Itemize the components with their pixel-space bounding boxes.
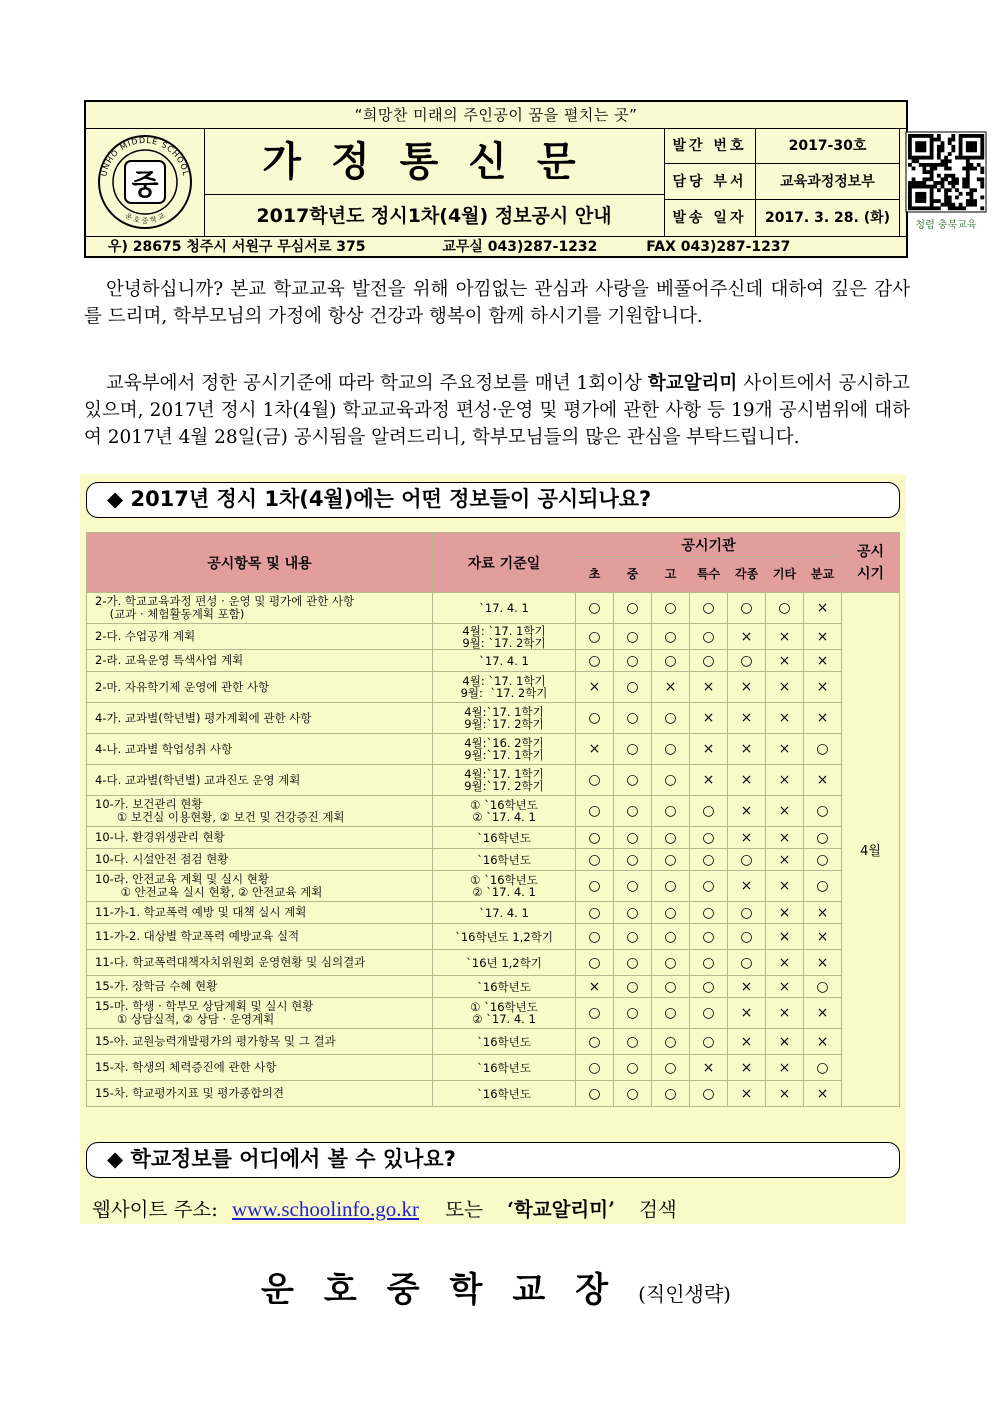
row-mark: ×	[728, 703, 766, 734]
row-mark: ○	[576, 796, 614, 827]
row-mark: ○	[652, 998, 690, 1029]
row-mark: ×	[804, 672, 842, 703]
table-row	[87, 849, 900, 871]
row-mark: ×	[766, 849, 804, 871]
row-mark: ○	[804, 734, 842, 765]
row-item: 15-마. 학생 · 학부모 상담계획 및 실시 현황 ① 상담실적, ② 상담 · 운영계획	[87, 998, 433, 1029]
row-mark: ×	[728, 624, 766, 650]
logo-ring-text: UNHO MIDDLE SCHOOL	[99, 135, 191, 178]
row-mark: ×	[728, 672, 766, 703]
row-mark: ×	[804, 703, 842, 734]
row-mark: ○	[690, 849, 728, 871]
header-agency: 공시기관	[576, 533, 842, 557]
row-mark: ×	[576, 672, 614, 703]
row-mark: ×	[804, 998, 842, 1029]
row-mark: ○	[690, 796, 728, 827]
table-row	[87, 624, 900, 650]
send-date-label: 발송 일자	[664, 200, 756, 236]
row-mark: ○	[576, 950, 614, 976]
row-mark: ○	[576, 998, 614, 1029]
row-mark: ×	[766, 950, 804, 976]
row-mark: ○	[614, 871, 652, 902]
row-mark: ×	[728, 765, 766, 796]
notice-paragraph	[84, 370, 910, 451]
row-mark: ○	[652, 703, 690, 734]
row-mark: ○	[728, 902, 766, 924]
row-mark: ○	[652, 976, 690, 998]
row-date: 4월:`16. 2학기 9월:`17. 1학기	[433, 734, 576, 765]
qr-caption: 청렴 충북교육	[915, 220, 977, 231]
logo-center-char: 중	[131, 168, 159, 201]
row-mark: ○	[576, 1029, 614, 1055]
row-mark: ○	[652, 1029, 690, 1055]
row-mark: ○	[728, 650, 766, 672]
row-item: 2-마. 자유학기제 운영에 관한 사항	[87, 672, 433, 703]
row-mark: ×	[766, 924, 804, 950]
row-mark: ○	[614, 765, 652, 796]
row-mark: ○	[614, 976, 652, 998]
table-row	[87, 765, 900, 796]
row-mark: ○	[728, 924, 766, 950]
row-mark: ×	[766, 734, 804, 765]
issue-number-value: 2017-30호	[756, 128, 900, 164]
row-mark: ○	[652, 734, 690, 765]
row-date: ① `16학년도 ② `17. 4. 1	[433, 796, 576, 827]
department-label: 담당 부서	[664, 164, 756, 200]
row-mark: ○	[690, 624, 728, 650]
row-mark: ○	[652, 827, 690, 849]
row-mark: ○	[576, 902, 614, 924]
row-mark: ○	[614, 849, 652, 871]
row-mark: ×	[766, 765, 804, 796]
row-mark: ○	[652, 902, 690, 924]
row-date: `16학년도	[433, 1081, 576, 1107]
row-mark: ×	[728, 976, 766, 998]
notice-text-before: 교육부에서 정한 공시기준에 따라 학교의 주요정보를 매년 1회이상	[106, 373, 648, 394]
row-mark: ○	[652, 849, 690, 871]
row-mark: ○	[652, 950, 690, 976]
header-period-text: 공시시기	[856, 543, 885, 582]
section-heading-disclosure-items: ◆ 2017년 정시 1차(4월)에는 어떤 정보들이 공시되나요?	[86, 482, 900, 518]
row-mark: ×	[766, 650, 804, 672]
row-mark: ○	[690, 650, 728, 672]
table-row	[87, 1055, 900, 1081]
row-mark: ○	[804, 827, 842, 849]
row-mark: ×	[728, 1055, 766, 1081]
row-mark: ×	[766, 871, 804, 902]
row-mark: ○	[690, 924, 728, 950]
row-mark: ○	[652, 796, 690, 827]
row-mark: ×	[766, 902, 804, 924]
table-row	[87, 976, 900, 998]
row-item: 2-가. 학교교육과정 편성 · 운영 및 평가에 관한 사항 (교과 · 체험활동계획 포함)	[87, 593, 433, 624]
row-mark: ○	[576, 1055, 614, 1081]
row-mark: ○	[766, 593, 804, 624]
row-mark: ○	[614, 650, 652, 672]
header-item: 공시항목 및 내용	[87, 533, 433, 593]
row-mark: ×	[652, 672, 690, 703]
row-date: `16학년도	[433, 1029, 576, 1055]
row-mark: ○	[614, 998, 652, 1029]
table-row	[87, 1029, 900, 1055]
row-mark: ○	[652, 624, 690, 650]
title-block	[204, 128, 665, 236]
row-mark: ×	[804, 1029, 842, 1055]
row-mark: ×	[690, 672, 728, 703]
table-row	[87, 924, 900, 950]
row-mark: ○	[614, 950, 652, 976]
table-row	[87, 1081, 900, 1107]
website-line	[92, 1194, 892, 1225]
row-mark: ○	[652, 1055, 690, 1081]
row-item: 10-가. 보건관리 현황 ① 보건실 이용현황, ② 보건 및 건강증진 계획	[87, 796, 433, 827]
school-emblem-icon	[86, 128, 204, 236]
row-mark: ○	[614, 1081, 652, 1107]
page-title: 가정통신문	[262, 138, 606, 185]
row-mark: ×	[804, 950, 842, 976]
row-mark: ○	[576, 650, 614, 672]
row-mark: ×	[804, 924, 842, 950]
row-mark: ○	[690, 593, 728, 624]
row-date: 4월:`17. 1학기 9월:`17. 2학기	[433, 765, 576, 796]
header-agency-col: 고	[652, 557, 690, 593]
row-item: 11-다. 학교폭력대책자치위원회 운영현황 및 심의결과	[87, 950, 433, 976]
row-mark: ○	[614, 703, 652, 734]
row-date: 4월: `17. 1학기 9월: `17. 2학기	[433, 672, 576, 703]
row-mark: ×	[728, 998, 766, 1029]
row-item: 10-다. 시설안전 점검 현황	[87, 849, 433, 871]
row-mark: ×	[766, 998, 804, 1029]
row-mark: ○	[614, 734, 652, 765]
row-mark: ○	[690, 976, 728, 998]
row-mark: ○	[690, 998, 728, 1029]
row-mark: ○	[690, 902, 728, 924]
header-agency-col: 분교	[804, 557, 842, 593]
table-row	[87, 871, 900, 902]
search-keyword: ‘학교알리미’	[507, 1198, 615, 1221]
row-mark: ○	[804, 796, 842, 827]
row-date: `17. 4. 1	[433, 902, 576, 924]
notice-text-bold: 학교알리미	[647, 373, 738, 394]
row-date: 4월:`17. 1학기 9월:`17. 2학기	[433, 703, 576, 734]
row-mark: ○	[804, 976, 842, 998]
row-item: 2-다. 수업공개 계획	[87, 624, 433, 650]
row-mark: ○	[728, 593, 766, 624]
row-mark: ○	[690, 871, 728, 902]
row-mark: ○	[576, 765, 614, 796]
row-date: 4월: `17. 1학기 9월: `17. 2학기	[433, 624, 576, 650]
row-mark: ○	[652, 871, 690, 902]
row-mark: ×	[690, 1055, 728, 1081]
row-mark: ×	[804, 902, 842, 924]
table-row	[87, 796, 900, 827]
table-row	[87, 998, 900, 1029]
row-mark: ○	[576, 1081, 614, 1107]
header-period	[842, 533, 900, 593]
row-date: ① `16학년도 ② `17. 4. 1	[433, 998, 576, 1029]
row-mark: ○	[576, 871, 614, 902]
row-mark: ×	[804, 1081, 842, 1107]
search-text: 검색	[639, 1198, 677, 1221]
row-item: 11-가-1. 학교폭력 예방 및 대책 실시 계획	[87, 902, 433, 924]
row-date: `16학년도 1,2학기	[433, 924, 576, 950]
row-mark: ○	[690, 1029, 728, 1055]
row-mark: ○	[576, 849, 614, 871]
row-date: ① `16학년도 ② `17. 4. 1	[433, 871, 576, 902]
row-mark: ×	[728, 1029, 766, 1055]
notice-text-after: 사이트에서 공시하고 있으며, 2017년 정시 1차(4월) 학교교육과정 편성·운영 및 평가에 관한 사항 등 19개 공시범위에 대하여 2017년 4월 28일(금) 공시됨을 알려드리니, 학부모님들의 많은 관심을 부탁드립니다.	[84, 373, 910, 448]
website-link[interactable]: www.schoolinfo.go.kr	[232, 1197, 420, 1221]
row-mark: ×	[766, 1055, 804, 1081]
row-date: `17. 4. 1	[433, 593, 576, 624]
row-mark: ○	[614, 593, 652, 624]
page-subtitle: 2017학년도 정시1차(4월) 정보공시 안내	[204, 194, 664, 237]
row-item: 4-나. 교과별 학업성취 사항	[87, 734, 433, 765]
row-item: 15-아. 교원능력개발평가의 평가항목 및 그 결과	[87, 1029, 433, 1055]
row-date: `16학년도	[433, 827, 576, 849]
row-mark: ○	[576, 593, 614, 624]
qr-code-icon	[900, 128, 992, 236]
row-mark: ×	[728, 734, 766, 765]
row-mark: ×	[690, 734, 728, 765]
row-mark: ○	[690, 1081, 728, 1107]
row-mark: ×	[576, 734, 614, 765]
row-mark: ○	[614, 624, 652, 650]
row-mark: ○	[614, 1029, 652, 1055]
or-text: 또는	[445, 1198, 483, 1221]
header-date: 자료 기준일	[433, 533, 576, 593]
row-item: 10-나. 환경위생관리 현황	[87, 827, 433, 849]
row-mark: ×	[728, 827, 766, 849]
office-phone-text: 교무실 043)287-1232	[442, 239, 598, 255]
period-cell: 4월	[842, 593, 900, 1107]
row-date: `16학년도	[433, 849, 576, 871]
row-mark: ○	[576, 624, 614, 650]
row-mark: ○	[652, 924, 690, 950]
issue-number-label: 발간 번호	[664, 128, 756, 164]
row-mark: ○	[614, 796, 652, 827]
newsletter-header	[84, 100, 977, 258]
table-row	[87, 950, 900, 976]
table-row	[87, 902, 900, 924]
row-item: 2-라. 교육운영 특색사업 계획	[87, 650, 433, 672]
row-mark: ×	[766, 1081, 804, 1107]
principal-name: 운호중학교장	[261, 1270, 639, 1310]
row-mark: ○	[576, 827, 614, 849]
row-mark: ○	[652, 765, 690, 796]
row-mark: ×	[804, 765, 842, 796]
send-date-value: 2017. 3. 28. (화)	[756, 200, 900, 236]
row-mark: ×	[766, 976, 804, 998]
row-mark: ○	[576, 924, 614, 950]
row-item: 15-가. 장학금 수혜 현황	[87, 976, 433, 998]
row-mark: ○	[614, 902, 652, 924]
row-item: 10-라. 안전교육 계획 및 실시 현황 ① 안전교육 실시 현황, ② 안전교육 계획	[87, 871, 433, 902]
row-mark: ×	[728, 1081, 766, 1107]
row-mark: ×	[766, 1029, 804, 1055]
fax-text: FAX 043)287-1237	[646, 239, 791, 255]
row-mark: ×	[766, 624, 804, 650]
row-mark: ×	[690, 703, 728, 734]
row-mark: ○	[652, 593, 690, 624]
row-mark: ○	[728, 950, 766, 976]
row-item: 4-다. 교과별(학년별) 교과진도 운영 계획	[87, 765, 433, 796]
row-mark: ○	[728, 849, 766, 871]
header-agency-col: 기타	[766, 557, 804, 593]
table-row	[87, 827, 900, 849]
greeting-paragraph: 안녕하십니까? 본교 학교교육 발전을 위해 아낌없는 관심과 사랑을 베풀어주신데 대하여 깊은 감사를 드리며, 학부모님의 가정에 항상 건강과 행복이 함께 하시기를 기원합니다.	[84, 279, 910, 327]
website-label: 웹사이트 주소:	[92, 1198, 218, 1221]
row-mark: ×	[804, 624, 842, 650]
row-mark: ○	[614, 827, 652, 849]
table-row	[87, 650, 900, 672]
section-heading-where-to-view: ◆ 학교정보를 어디에서 볼 수 있나요?	[86, 1142, 900, 1178]
table-row	[87, 593, 900, 624]
school-logo	[86, 128, 205, 236]
row-item: 15-자. 학생의 체력증진에 관한 사항	[87, 1055, 433, 1081]
row-mark: ×	[766, 827, 804, 849]
header-agency-col: 중	[614, 557, 652, 593]
disclosure-table	[86, 532, 900, 1107]
row-mark: ×	[728, 871, 766, 902]
row-mark: ×	[804, 650, 842, 672]
row-mark: ×	[766, 703, 804, 734]
row-mark: ○	[652, 650, 690, 672]
qr-code[interactable]	[900, 128, 992, 236]
address-text: 우) 28675 청주시 서원구 무심서로 375	[108, 239, 366, 255]
row-date: `17. 4. 1	[433, 650, 576, 672]
row-item: 15-차. 학교평가지표 및 평가종합의견	[87, 1081, 433, 1107]
header-agency-col: 특수	[690, 557, 728, 593]
header-agency-col: 각종	[728, 557, 766, 593]
row-item: 4-가. 교과별(학년별) 평가계획에 관한 사항	[87, 703, 433, 734]
row-date: `16년 1,2학기	[433, 950, 576, 976]
school-motto: “희망찬 미래의 주인공이 꿈을 펼치는 곳”	[86, 102, 906, 129]
table-row	[87, 672, 900, 703]
row-mark: ○	[804, 849, 842, 871]
row-date: `16학년도	[433, 1055, 576, 1081]
row-mark: ×	[766, 672, 804, 703]
row-mark: ○	[804, 871, 842, 902]
row-item: 11-가-2. 대상별 학교폭력 예방교육 실적	[87, 924, 433, 950]
contact-line	[86, 236, 906, 257]
row-mark: ○	[614, 1055, 652, 1081]
row-mark: ×	[766, 796, 804, 827]
row-mark: ○	[690, 950, 728, 976]
row-mark: ○	[652, 1081, 690, 1107]
table-row	[87, 703, 900, 734]
principal-signature	[0, 1262, 992, 1311]
row-mark: ○	[804, 1055, 842, 1081]
header-agency-col: 초	[576, 557, 614, 593]
row-mark: ×	[728, 796, 766, 827]
row-mark: ○	[614, 924, 652, 950]
row-mark: ×	[690, 765, 728, 796]
row-mark: ×	[576, 976, 614, 998]
logo-ring-text-bottom: 운 호 중 학 교	[123, 211, 167, 225]
table-row	[87, 734, 900, 765]
row-mark: ○	[690, 827, 728, 849]
row-date: `16학년도	[433, 976, 576, 998]
row-mark: ×	[804, 593, 842, 624]
department-value: 교육과정정보부	[756, 164, 900, 200]
seal-omitted-note: (직인생략)	[638, 1282, 731, 1306]
row-mark: ○	[576, 703, 614, 734]
row-mark: ○	[614, 672, 652, 703]
